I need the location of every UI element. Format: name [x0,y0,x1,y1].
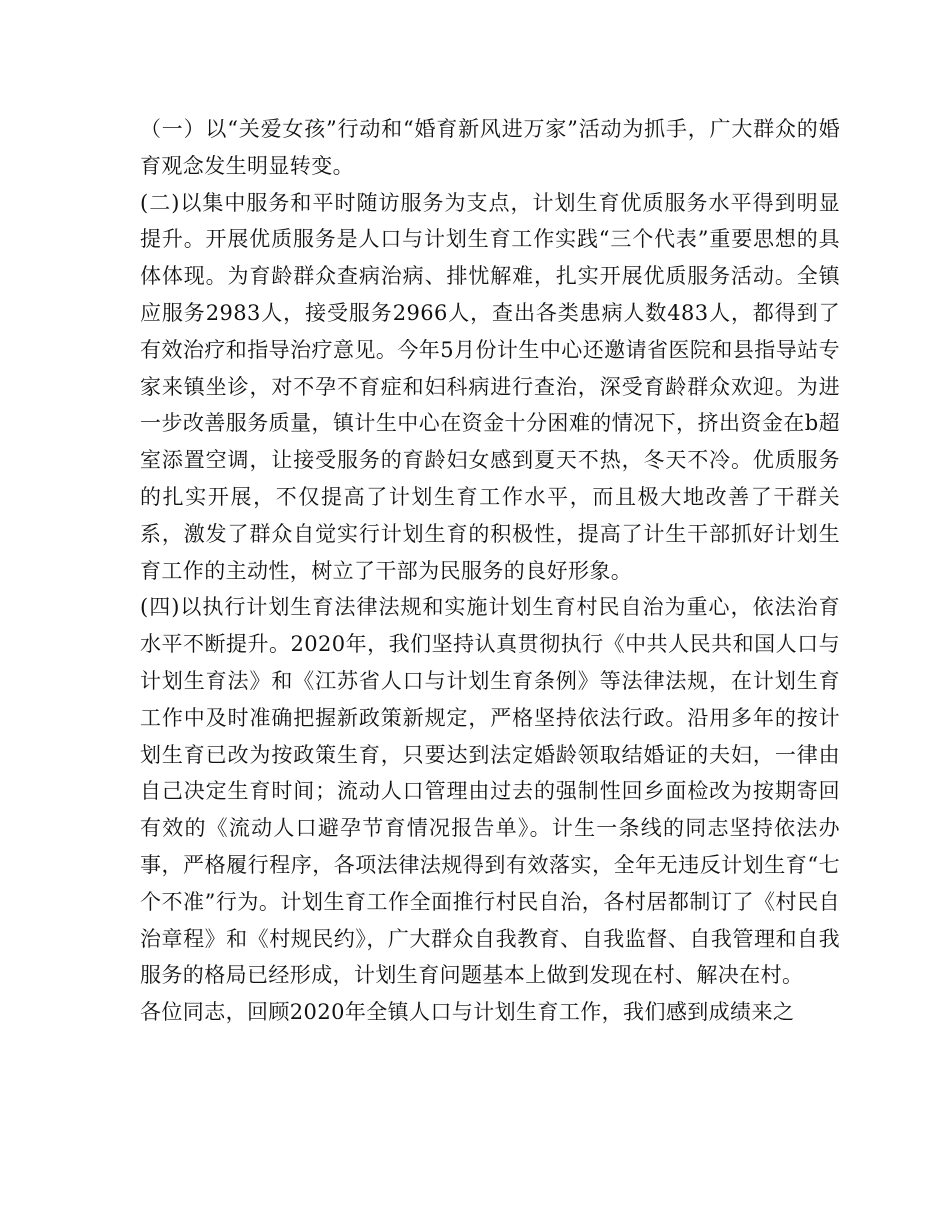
paragraph-item-2: (二)以集中服务和平时随访服务为支点，计划生育优质服务水平得到明显提升。开展优质服务是人口与计划生育工作实践“三个代表”重要思想的具体体现。为育龄群众查病治病、排忧解难，扎实开展优质服务活动。全镇应服务2983人，接受服务2966人，查出各类患病人数483人，都得到了有效治疗和指导治疗意见。今年5月份计生中心还邀请省医院和县指导站专家来镇坐诊，对不孕不育症和妇科病进行查治，深受育龄群众欢迎。为进一步改善服务质量，镇计生中心在资金十分困难的情况下，挤出资金在b超室添置空调，让接受服务的育龄妇女感到夏天不热，冬天不冷。优质服务的扎实开展，不仅提高了计划生育工作水平，而且极大地改善了干群关系，激发了群众自觉实行计划生育的积极性，提高了计生干部抓好计划生育工作的主动性，树立了干部为民服务的良好形象。 [140,190,840,583]
paragraph-item-4: 各位同志，回顾2020年全镇人口与计划生育工作，我们感到成绩来之 [140,1000,795,1025]
document-body [140,111,840,1031]
paragraph-item-3: (四)以执行计划生育法律法规和实施计划生育村民自治为重心，依法治育水平不断提升。2020年，我们坚持认真贯彻执行《中共人民共和国人口与计划生育法》和《江苏省人口与计划生育条例》等法律法规，在计划生育工作中及时准确把握新政策新规定，严格坚持依法行政。沿用多年的按计划生育已改为按政策生育，只要达到法定婚龄领取结婚证的夫妇，一律由自己决定生育时间；流动人口管理由过去的强制性回乡面检改为按期寄回有效的《流动人口避孕节育情况报告单》。计生一条线的同志坚持依法办事，严格履行程序，各项法律法规得到有效落实，全年无违反计划生育“七个不准”行为。计划生育工作全面推行村民自治，各村居都制订了《村民自治章程》和《村规民约》，广大群众自我教育、自我监督、自我管理和自我服务的格局已经形成，计划生育问题基本上做到发现在村、解决在村。 [140,595,840,988]
paragraph-item-1: （一）以“关爱女孩”行动和“婚育新风进万家”活动为抓手，广大群众的婚育观念发生明显转变。 [140,117,840,178]
